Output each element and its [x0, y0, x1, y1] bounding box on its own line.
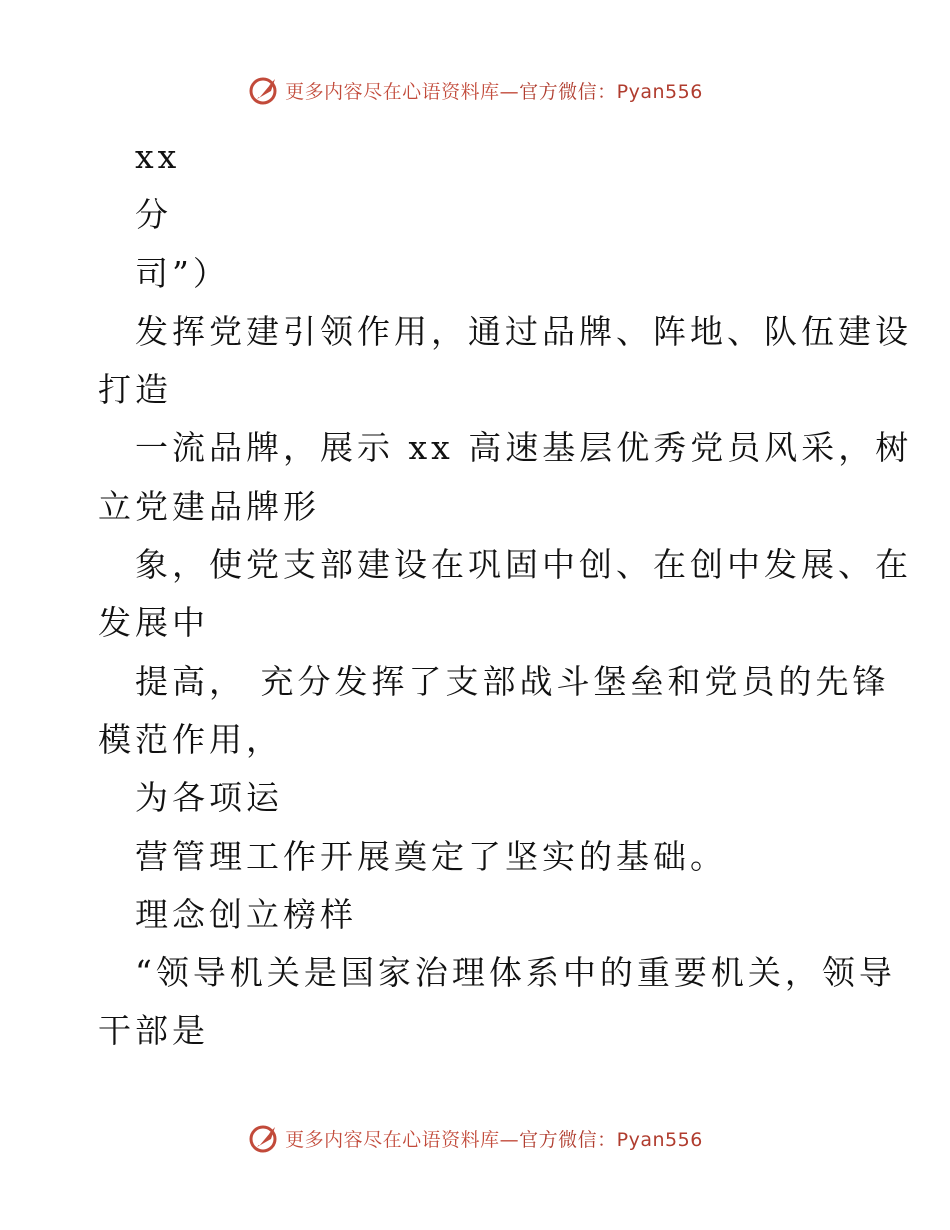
body-line: 发挥党建引领作用，通过品牌、阵地、队伍建设: [135, 311, 912, 351]
header-banner: [0, 70, 950, 110]
body-line: 模范作用，: [98, 719, 283, 759]
header-banner-inner: [247, 73, 703, 107]
body-line: 营管理工作开展奠定了坚实的基础。: [135, 836, 727, 876]
body-line: 一流品牌，展示 xx 高速基层优秀党员风采，树: [135, 428, 913, 468]
body-line: xx: [135, 137, 181, 176]
footer-banner-text: [285, 1125, 703, 1152]
document-body: [98, 128, 913, 1061]
body-line: 立党建品牌形: [98, 486, 320, 526]
body-line: 司”）: [135, 253, 230, 293]
footer-banner-inner: [247, 1121, 703, 1155]
footer-banner-title: 更多内容尽在心语资料库—: [285, 1128, 520, 1151]
header-banner-text: [285, 77, 703, 104]
body-line: 发展中: [98, 603, 209, 643]
body-line: “领导机关是国家治理体系中的重要机关，领导: [135, 953, 896, 993]
body-line: 提高， 充分发挥了支部战斗堡垒和党员的先锋: [135, 661, 890, 701]
quill-pen-logo-icon: [247, 73, 281, 107]
body-line: 为各项运: [135, 778, 283, 818]
header-wechat-label: 官方微信：Pyan556: [519, 80, 703, 103]
body-line: 干部是: [98, 1011, 209, 1051]
body-line: 分: [135, 195, 172, 235]
body-line: 理念创立榜样: [135, 894, 357, 934]
quill-pen-logo-icon: [247, 1121, 281, 1155]
body-line: 象，使党支部建设在巩固中创、在创中发展、在: [135, 545, 912, 585]
footer-wechat-label: 官方微信：Pyan556: [519, 1128, 703, 1151]
body-line: 打造: [98, 370, 172, 410]
footer-banner: [0, 1118, 950, 1158]
header-banner-title: 更多内容尽在心语资料库—: [285, 80, 520, 103]
